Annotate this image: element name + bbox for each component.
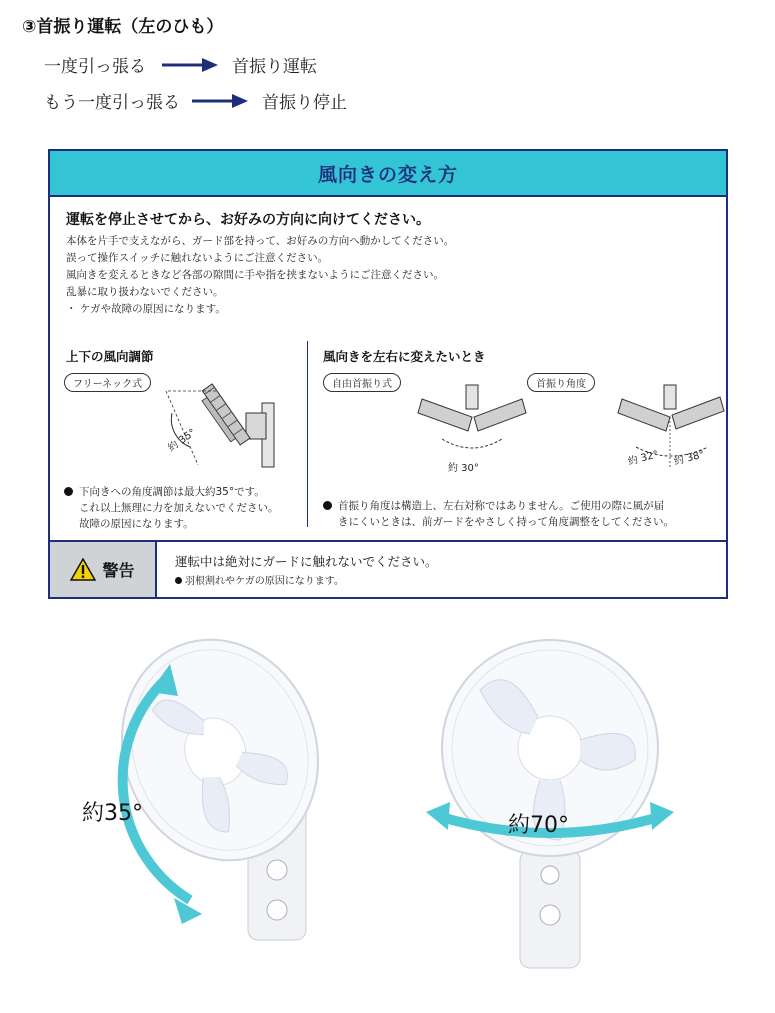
fan-photo-tilt (70, 630, 340, 960)
vertical-adjust-title: 上下の風向調節 (66, 349, 154, 364)
note-line: 首振り角度は構造上、左右対称ではありません。ご使用の際に風が届 (338, 500, 665, 512)
horizontal-adjust-title: 風向きを左右に変えたいとき (323, 349, 486, 364)
intro-section (66, 209, 706, 318)
warning-label (50, 542, 157, 597)
intro-line: 乱暴に取り扱わないでください。 (66, 286, 224, 298)
operation-row-2 (44, 88, 347, 113)
bullet-icon (64, 487, 73, 496)
tilt-photo-label: 約35° (82, 801, 143, 826)
warning-triangle-icon (70, 558, 96, 581)
instruction-box (48, 149, 728, 599)
tilt-angle-label: 約 35° (166, 427, 198, 454)
operation-action: もう一度引っ張る (44, 93, 180, 113)
note-line: きにくいときは、前ガードをやさしく持って角度調整をしてください。 (338, 516, 674, 528)
warning-row (50, 540, 726, 597)
horizontal-note (323, 498, 674, 530)
intro-line: 風向きを変えるときなど各部の隙間に手や指を挟まないようにご注意ください。 (66, 269, 444, 281)
note-line: 故障の原因になります。 (79, 518, 194, 530)
warning-label-text: 警告 (102, 561, 135, 580)
swing-angle-label: 約 30° (448, 463, 479, 474)
bullet-icon (175, 577, 182, 584)
warning-text (157, 542, 438, 597)
column-divider (307, 341, 308, 527)
warning-sub (175, 572, 438, 587)
swing-photo-label: 約70° (508, 813, 569, 838)
warning-sub-text: 羽根割れやケガの原因になります。 (185, 576, 344, 587)
arrow-right-icon (162, 58, 218, 72)
bullet-icon (323, 501, 332, 510)
heading: ③首振り運転（左のひも） (22, 17, 224, 37)
box-title: 風向きの変え方 (50, 151, 726, 197)
operation-action: 一度引っ張る (44, 57, 146, 77)
arrow-right-icon (192, 94, 248, 108)
note-line: これ以上無理に力を加えないでください。 (79, 502, 279, 514)
operation-row-1 (44, 52, 317, 77)
vertical-note (64, 484, 279, 532)
operation-result: 首振り停止 (262, 93, 347, 113)
intro-line: 誤って操作スイッチに触れないようにご注意ください。 (66, 252, 329, 264)
swing-left-angle-label: 約 32° (626, 449, 660, 468)
free-swing-pill: 自由首振り式 (323, 373, 401, 392)
fan-tilt-illustration (158, 373, 288, 473)
swing-angle-pill: 首振り角度 (527, 373, 595, 392)
intro-line: ・ ケガや故障の原因になります。 (66, 303, 226, 315)
intro-line: 本体を片手で支えながら、ガード部を持って、お好みの方向へ動かしてください。 (66, 235, 455, 247)
free-neck-pill: フリーネック式 (64, 373, 151, 392)
warning-main: 運転中は絶対にガードに触れないでください。 (175, 554, 438, 569)
fan-photo-swing (420, 630, 680, 970)
operation-result: 首振り運転 (232, 57, 317, 77)
swing-right-angle-label: 約 38° (672, 449, 706, 468)
note-line: 下向きへの角度調節は最大約35°です。 (79, 486, 265, 498)
intro-main: 運転を停止させてから、お好みの方向に向けてください。 (66, 212, 430, 228)
